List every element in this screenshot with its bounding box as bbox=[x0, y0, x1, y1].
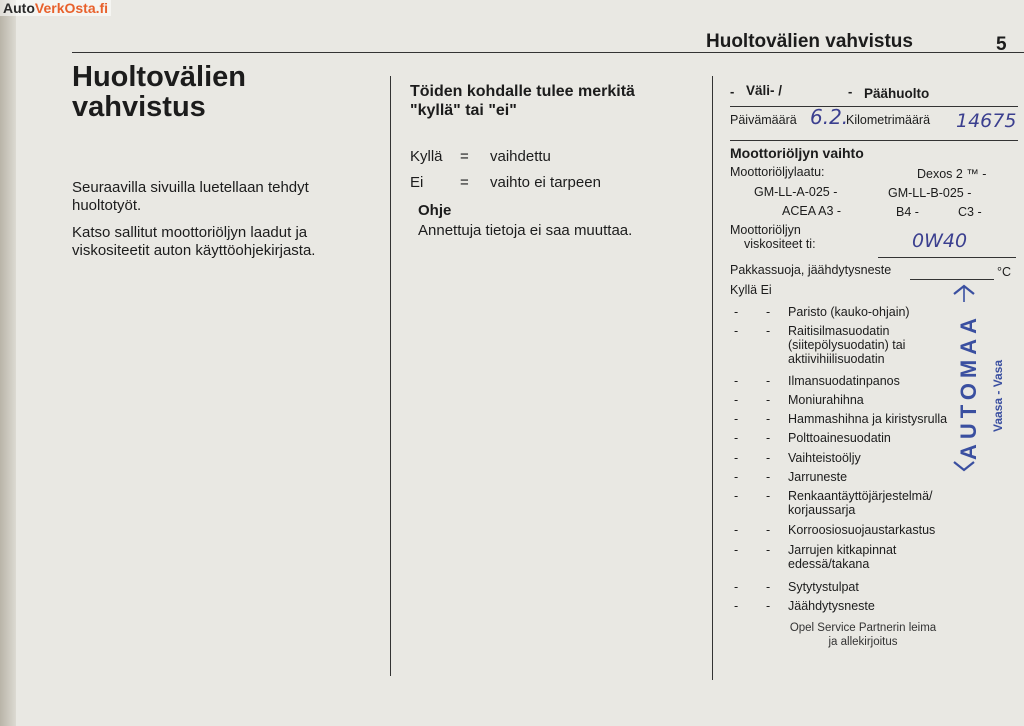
stamp-city: Vaasa - Vasa bbox=[991, 359, 1005, 432]
interval-dash: - bbox=[730, 84, 735, 99]
stamp-instruction: Opel Service Partnerin leima ja allekirjoitus bbox=[789, 622, 937, 648]
oil-quality-label: Moottoriöljylaatu: bbox=[730, 165, 825, 179]
list-item: Ilmansuodatinpanos bbox=[788, 374, 900, 388]
date-label: Päivämäärä bbox=[730, 113, 797, 127]
list-item: Renkaantäyttöjärjestelmä/ korjaussarja bbox=[788, 489, 933, 517]
list-item: Jarruneste bbox=[788, 470, 848, 484]
stamp-name: AUTOMAA bbox=[956, 312, 981, 460]
viscosity-handwritten: 0W40 bbox=[912, 230, 968, 252]
column-divider-1 bbox=[390, 76, 391, 676]
oil-spec-c3: C3 - bbox=[958, 205, 982, 219]
yes-no-header: Kyllä Ei bbox=[730, 283, 772, 297]
form-rule-1 bbox=[730, 106, 1018, 107]
header-rule bbox=[72, 52, 1024, 53]
coolant-label: Pakkassuoja, jäähdytysneste bbox=[730, 263, 892, 277]
list-item: Raitisilmasuodatin (siitepölysuodatin) tai aktiivihiilisuodatin bbox=[788, 324, 906, 366]
list-item: Polttoainesuodatin bbox=[788, 431, 891, 445]
list-item: Vaihteistoöljy bbox=[788, 451, 861, 465]
main-service-label: Päähuolto bbox=[864, 86, 930, 101]
intro-paragraph: Seuraavilla sivuilla luetellaan tehdyt huoltotyöt. bbox=[72, 179, 309, 214]
oil-spec-b4: B4 - bbox=[896, 205, 919, 219]
form-rule-2 bbox=[730, 140, 1018, 141]
list-item: Hammashihna ja kiristysrulla bbox=[788, 412, 948, 426]
page-title: Huoltovälien vahvistus bbox=[72, 61, 247, 123]
coolant-unit: °C bbox=[997, 265, 1012, 279]
column-divider-2 bbox=[712, 76, 713, 680]
list-item: Jäähdytysneste bbox=[788, 599, 875, 613]
list-item: Paristo (kauko-ohjain) bbox=[788, 305, 910, 319]
oil-spec-dexos: Dexos 2 ™ - bbox=[917, 167, 987, 181]
note-text: Annettuja tietoja ei saa muuttaa. bbox=[418, 222, 633, 239]
mileage-label: Kilometrimäärä bbox=[846, 113, 931, 127]
mileage-handwritten: 14675 bbox=[956, 110, 1017, 132]
site-watermark: AutoVerkOsta.fi bbox=[0, 0, 111, 16]
coolant-line bbox=[910, 279, 994, 280]
oil-spec-gm-b: GM-LL-B-025 - bbox=[888, 186, 972, 200]
list-item: Sytytystulpat bbox=[788, 580, 859, 594]
service-booklet-page: AutoVerkOsta.fi Huoltovälien vahvistus 5 Huoltovälien vahvistus Seuraavilla sivuilla luetellaan tehdyt huoltotyöt. Katso sallitut moottoriöljyn laadut ja viskositeetit auton käyttöohjekirjasta. Töiden kohdalle tulee merkitä "kyllä" tai "ei" Kyllä = vaihdettu Ei = vaihto ei tarpeen Ohje Annettuja tietoja ei saa muuttaa. - Väli- / - Päähuolto Päivämäärä 6.2. Kilometrimäärä 14675 Moottoriöljyn vaihto Moottoriöljylaatu: Dexos 2 ™ - GM-LL-A-025 - GM-LL-B-025 - ACEA A3 - B4 - C3 - Moottoriöljyn viskositeet ti: 0W40 Pakkassuoja, jäähdytysneste °C Kyllä Ei - - Paristo (kauko-ohjain) - - Raitisilmasuodatin (siitepölysuodatin) tai aktiivihiilisuodatin - - Ilmansuodatinpanos - - Moniurahihna - - Hammashihna ja kiristysrulla - - Polttoainesuodatin - - Vaihteistoöljy - - Jarruneste - - Renkaantäyttöjärjestelmä/ korjaussarja - - Korroosiosuojaustarkastus - - Jarrujen kitkapinnat edessä/takana - - Sytytystulpat - - Jäähdytysneste Opel Service Partnerin leima ja allekirjoitus AUTOMAA Vaasa - Vasa bbox=[0, 0, 1024, 726]
note-heading: Ohje bbox=[418, 202, 452, 219]
oil-note-paragraph: Katso sallitut moottoriöljyn laadut ja viskositeetit auton käyttöohjekirjasta. bbox=[72, 224, 316, 259]
page-header-title: Huoltovälien vahvistus bbox=[706, 31, 913, 52]
date-handwritten: 6.2. bbox=[810, 105, 849, 129]
dealer-stamp bbox=[944, 282, 1024, 474]
oil-change-heading: Moottoriöljyn vaihto bbox=[730, 145, 864, 161]
page-number: 5 bbox=[996, 34, 1007, 55]
viscosity-label: Moottoriöljyn viskositeet ti: bbox=[730, 223, 816, 251]
list-item: Moniurahihna bbox=[788, 393, 864, 407]
main-service-dash: - bbox=[848, 84, 853, 99]
interim-service-label: Väli- / bbox=[746, 83, 783, 98]
oil-spec-gm-a: GM-LL-A-025 - bbox=[754, 185, 838, 199]
viscosity-line bbox=[878, 257, 1016, 258]
page-edge bbox=[0, 0, 16, 726]
oil-spec-acea: ACEA A3 - bbox=[782, 204, 842, 218]
list-item: Jarrujen kitkapinnat edessä/takana bbox=[788, 543, 897, 571]
instructions-heading: Töiden kohdalle tulee merkitä "kyllä" tai "ei" bbox=[410, 83, 635, 119]
list-item: Korroosiosuojaustarkastus bbox=[788, 523, 936, 537]
